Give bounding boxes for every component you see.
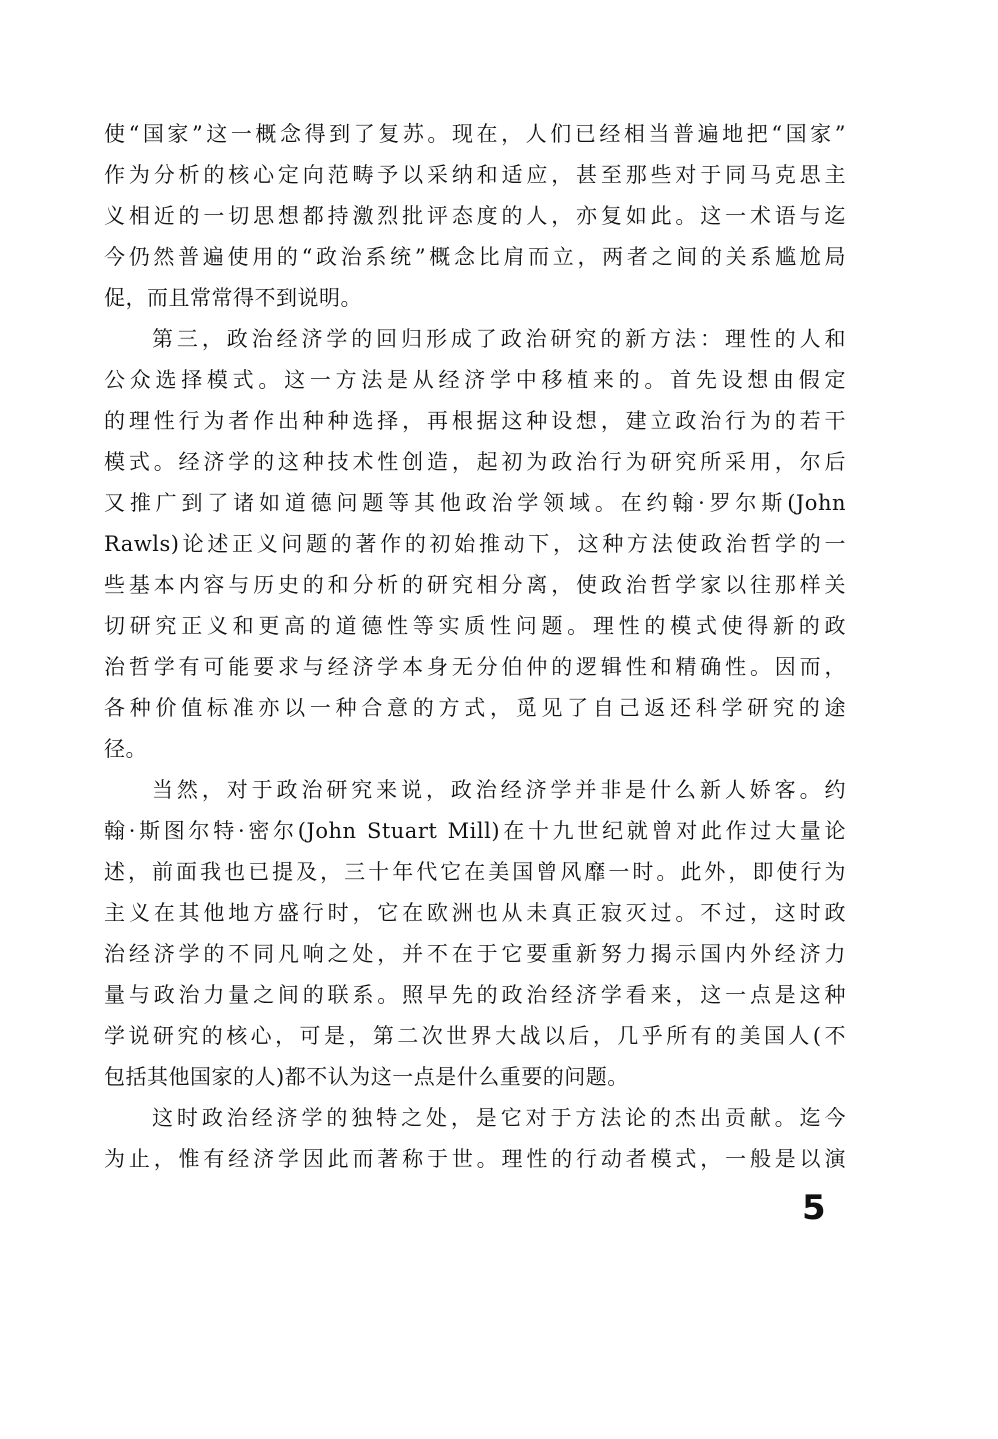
text-line: 促，而且常常得不到说明。: [104, 286, 362, 310]
text-line: 当然，对于政治研究来说，政治经济学并非是什么新人娇客。约: [152, 778, 846, 802]
paragraph-4: [104, 1098, 846, 1180]
text-line: 治经济学的不同凡响之处，并不在于它要重新努力揭示国内外经济力: [104, 942, 846, 966]
text-line: Rawls)论述正义问题的著作的初始推动下，这种方法使政治哲学的一: [104, 532, 846, 556]
text-line: 第三，政治经济学的回归形成了政治研究的新方法：理性的人和: [152, 327, 846, 351]
text-line: 义相近的一切思想都持激烈批评态度的人，亦复如此。这一术语与迄: [104, 204, 846, 228]
page-number: 5: [802, 1188, 826, 1228]
text-line: 各种价值标准亦以一种合意的方式，觅见了自己返还科学研究的途: [104, 696, 846, 720]
paragraph-2: [104, 319, 846, 770]
text-line: 些基本内容与历史的和分析的研究相分离，使政治哲学家以往那样关: [104, 573, 846, 597]
text-line: 主义在其他地方盛行时，它在欧洲也从未真正寂灭过。不过，这时政: [104, 901, 846, 925]
text-line: 学说研究的核心，可是，第二次世界大战以后，几乎所有的美国人(不: [104, 1024, 846, 1048]
text-line: 为止，惟有经济学因此而著称于世。理性的行动者模式，一般是以演: [104, 1147, 846, 1171]
text-line: 径。: [104, 737, 147, 761]
paragraph-1: [104, 114, 846, 319]
text-line: 切研究正义和更高的道德性等实质性问题。理性的模式使得新的政: [104, 614, 846, 638]
text-line: 模式。经济学的这种技术性创造，起初为政治行为研究所采用，尔后: [104, 450, 846, 474]
text-line: 的理性行为者作出种种选择，再根据这种设想，建立政治行为的若干: [104, 409, 846, 433]
text-line: 治哲学有可能要求与经济学本身无分伯仲的逻辑性和精确性。因而，: [104, 655, 846, 679]
text-line: 今仍然普遍使用的“政治系统”概念比肩而立，两者之间的关系尴尬局: [104, 245, 846, 269]
paragraph-3: [104, 770, 846, 1098]
text-line: 翰·斯图尔特·密尔(John Stuart Mill)在十九世纪就曾对此作过大量论: [104, 819, 846, 843]
body-text: [104, 114, 846, 1180]
text-line: 量与政治力量之间的联系。照早先的政治经济学看来，这一点是这种: [104, 983, 846, 1007]
text-line: 包括其他国家的人)都不认为这一点是什么重要的问题。: [104, 1065, 629, 1089]
text-line: 作为分析的核心定向范畴予以采纳和适应，甚至那些对于同马克思主: [104, 163, 846, 187]
text-line: 公众选择模式。这一方法是从经济学中移植来的。首先设想由假定: [104, 368, 846, 392]
text-line: 使“国家”这一概念得到了复苏。现在，人们已经相当普遍地把“国家”: [104, 122, 846, 146]
text-line: 述，前面我也已提及，三十年代它在美国曾风靡一时。此外，即使行为: [104, 860, 846, 884]
text-line: 又推广到了诸如道德问题等其他政治学领域。在约翰·罗尔斯(John: [104, 491, 846, 515]
text-line: 这时政治经济学的独特之处，是它对于方法论的杰出贡献。迄今: [152, 1106, 846, 1130]
